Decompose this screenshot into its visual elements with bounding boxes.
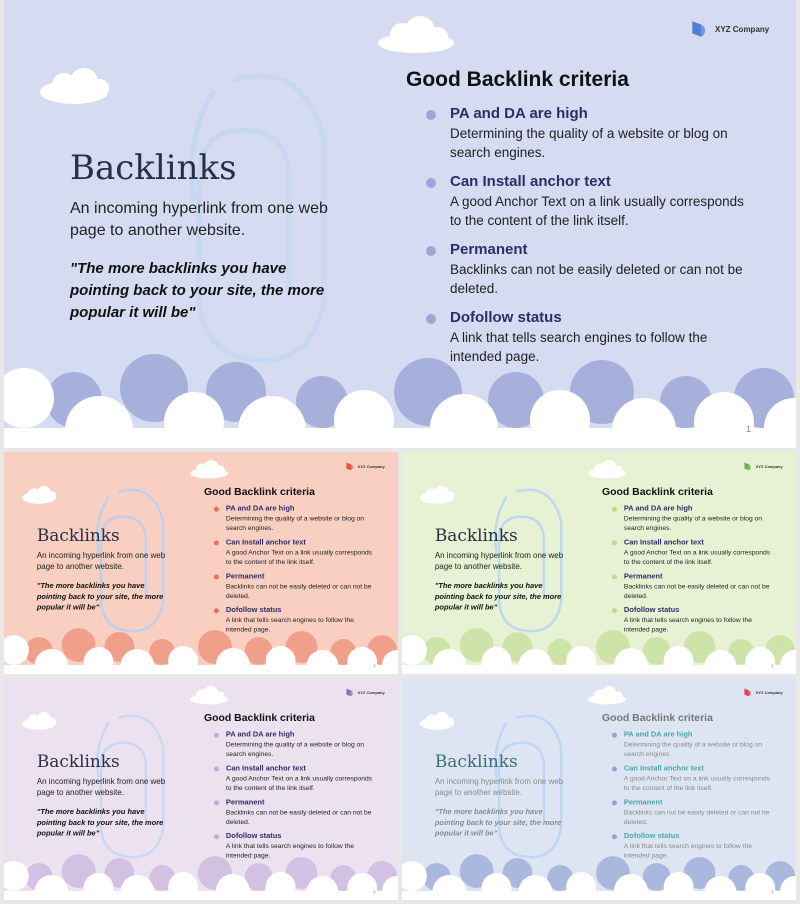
criteria-desc: Backlinks can not be easily deleted or can not be deleted. — [225, 582, 372, 600]
criteria-item — [214, 764, 378, 793]
criteria-item — [214, 797, 378, 826]
criteria-item — [612, 605, 776, 634]
criteria-list — [214, 504, 378, 639]
criteria-name: PA and DA are high — [225, 730, 295, 739]
company-logo — [743, 461, 783, 472]
criteria-name: PA and DA are high — [225, 504, 295, 513]
company-logo-icon — [743, 687, 754, 698]
company-logo — [345, 461, 385, 472]
slide-content — [4, 678, 398, 900]
criteria-desc: A good Anchor Text on a link usually corresponds to the content of the link itself. — [225, 774, 373, 792]
criteria-list — [612, 504, 776, 639]
criteria-item — [214, 831, 378, 860]
slide-thumbnail-coral[interactable] — [4, 452, 398, 674]
criteria-item — [612, 764, 776, 793]
company-logo-icon — [345, 461, 356, 472]
bullet-dot-icon — [426, 178, 436, 188]
company-name: XYZ Company — [755, 464, 783, 469]
company-logo-icon — [345, 687, 356, 698]
bullet-dot-icon — [612, 800, 617, 805]
bullet-dot-icon — [612, 574, 617, 579]
slide-thumbnail-lavender[interactable] — [4, 678, 398, 900]
criteria-desc: Backlinks can not be easily deleted or can not be deleted. — [623, 582, 770, 600]
slide-description: An incoming hyperlink from one web page to another website. — [434, 777, 564, 797]
bullet-dot-icon — [214, 541, 219, 546]
company-logo — [345, 687, 385, 698]
criteria-desc: A link that tells search engines to follow the intended page. — [623, 842, 752, 860]
criteria-item — [214, 571, 378, 600]
criteria-desc: A good Anchor Text on a link usually corresponds to the content of the link itself. — [623, 548, 771, 566]
company-name: XYZ Company — [357, 690, 385, 695]
criteria-name: Permanent — [623, 571, 663, 581]
slide-title: Backlinks — [434, 751, 518, 772]
criteria-desc: Backlinks can not be easily deleted or can not be deleted. — [450, 262, 743, 296]
criteria-name: Can Install anchor text — [225, 538, 306, 547]
bullet-dot-icon — [426, 110, 436, 120]
company-logo-icon — [689, 18, 711, 40]
slide-quote: "The more backlinks you have pointing back to your site, the more popular it will be" — [434, 581, 562, 612]
criteria-name: Dofollow status — [225, 831, 282, 841]
criteria-name: Dofollow status — [623, 831, 680, 841]
criteria-desc: A link that tells search engines to follow the intended page. — [450, 330, 708, 364]
bullet-dot-icon — [426, 246, 436, 256]
criteria-desc: A link that tells search engines to follow the intended page. — [225, 616, 354, 634]
slide-content — [402, 452, 796, 674]
bullet-dot-icon — [214, 767, 219, 772]
criteria-list — [214, 730, 378, 865]
slide-quote: "The more backlinks you have pointing back to your site, the more popular it will be" — [70, 260, 325, 321]
slide-content — [402, 678, 796, 900]
bullet-dot-icon — [612, 733, 617, 738]
criteria-name: Dofollow status — [623, 605, 680, 615]
bullet-dot-icon — [612, 834, 617, 839]
criteria-item — [214, 605, 378, 634]
criteria-name: Permanent — [225, 571, 265, 581]
criteria-name: Can Install anchor text — [623, 764, 704, 773]
criteria-item — [214, 538, 378, 567]
criteria-desc: Determining the quality of a website or blog on search engines. — [450, 126, 728, 160]
criteria-list — [612, 730, 776, 865]
company-logo — [743, 687, 783, 698]
criteria-desc: A link that tells search engines to follow the intended page. — [623, 616, 752, 634]
criteria-name: Dofollow status — [450, 309, 562, 326]
criteria-name: PA and DA are high — [623, 504, 693, 513]
slide-thumbnail-blue[interactable] — [402, 678, 796, 900]
slide-description: An incoming hyperlink from one web page to another website. — [434, 551, 564, 571]
bullet-dot-icon — [426, 314, 436, 324]
criteria-list — [426, 104, 756, 376]
criteria-name: Can Install anchor text — [623, 538, 704, 547]
bullet-dot-icon — [612, 541, 617, 546]
criteria-name: Can Install anchor text — [450, 173, 611, 190]
bullet-dot-icon — [214, 800, 219, 805]
slide-quote: "The more backlinks you have pointing back to your site, the more popular it will be" — [36, 581, 164, 612]
slide-title: Backlinks — [36, 525, 120, 546]
criteria-desc: A good Anchor Text on a link usually corresponds to the content of the link itself. — [225, 548, 373, 566]
criteria-heading: Good Backlink criteria — [203, 485, 315, 498]
criteria-desc: Backlinks can not be easily deleted or can not be deleted. — [225, 808, 372, 826]
criteria-item — [612, 797, 776, 826]
page-number: 1 — [373, 888, 376, 894]
criteria-name: Permanent — [623, 797, 663, 807]
slide-quote: "The more backlinks you have pointing back to your site, the more popular it will be" — [36, 807, 164, 838]
slide-quote: "The more backlinks you have pointing back to your site, the more popular it will be" — [434, 807, 562, 838]
criteria-name: PA and DA are high — [450, 105, 588, 122]
slide-thumbnail-green[interactable] — [402, 452, 796, 674]
slide-title: Backlinks — [434, 525, 518, 546]
page-number: 1 — [746, 424, 752, 434]
criteria-name: PA and DA are high — [623, 730, 693, 739]
slide-title: Backlinks — [36, 751, 120, 772]
criteria-name: Permanent — [225, 797, 265, 807]
criteria-item — [214, 504, 378, 533]
slide-title: Backlinks — [70, 148, 237, 188]
criteria-heading: Good Backlink criteria — [601, 711, 713, 724]
bullet-dot-icon — [612, 507, 617, 512]
slide-description: An incoming hyperlink from one web page to another website. — [70, 200, 328, 239]
company-name: XYZ Company — [357, 464, 385, 469]
page-number: 1 — [373, 662, 376, 668]
company-name: XYZ Company — [755, 690, 783, 695]
bullet-dot-icon — [214, 608, 219, 613]
criteria-heading: Good Backlink criteria — [203, 711, 315, 724]
slide-content — [4, 452, 398, 674]
slide-description: An incoming hyperlink from one web page to another website. — [36, 551, 166, 571]
bullet-dot-icon — [612, 767, 617, 772]
criteria-heading: Good Backlink criteria — [406, 68, 629, 91]
criteria-desc: A good Anchor Text on a link usually corresponds to the content of the link itself. — [623, 774, 771, 792]
criteria-desc: Determining the quality of a website or blog on search engines. — [225, 514, 365, 532]
criteria-item — [612, 538, 776, 567]
criteria-desc: Determining the quality of a website or blog on search engines. — [623, 514, 763, 532]
page-number: 1 — [771, 888, 774, 894]
criteria-item — [426, 172, 756, 230]
company-logo-icon — [743, 461, 754, 472]
slide-main[interactable] — [4, 0, 796, 448]
bullet-dot-icon — [214, 733, 219, 738]
criteria-item — [426, 104, 756, 162]
slide-content — [4, 0, 796, 448]
company-logo — [689, 18, 769, 40]
criteria-desc: Backlinks can not be easily deleted or can not be deleted. — [623, 808, 770, 826]
criteria-heading: Good Backlink criteria — [601, 485, 713, 498]
criteria-item — [426, 240, 756, 298]
criteria-desc: Determining the quality of a website or blog on search engines. — [225, 740, 365, 758]
criteria-item — [214, 730, 378, 759]
criteria-name: Permanent — [450, 241, 528, 258]
bullet-dot-icon — [214, 834, 219, 839]
bullet-dot-icon — [612, 608, 617, 613]
bullet-dot-icon — [214, 574, 219, 579]
criteria-item — [612, 504, 776, 533]
page-number: 1 — [771, 662, 774, 668]
criteria-desc: A link that tells search engines to follow the intended page. — [225, 842, 354, 860]
criteria-desc: A good Anchor Text on a link usually corresponds to the content of the link itself. — [450, 194, 744, 228]
criteria-item — [612, 831, 776, 860]
company-name: XYZ Company — [715, 24, 770, 34]
criteria-name: Can Install anchor text — [225, 764, 306, 773]
criteria-name: Dofollow status — [225, 605, 282, 615]
bullet-dot-icon — [214, 507, 219, 512]
criteria-item — [426, 308, 756, 366]
slide-description: An incoming hyperlink from one web page to another website. — [36, 777, 166, 797]
criteria-item — [612, 730, 776, 759]
criteria-desc: Determining the quality of a website or blog on search engines. — [623, 740, 763, 758]
criteria-item — [612, 571, 776, 600]
